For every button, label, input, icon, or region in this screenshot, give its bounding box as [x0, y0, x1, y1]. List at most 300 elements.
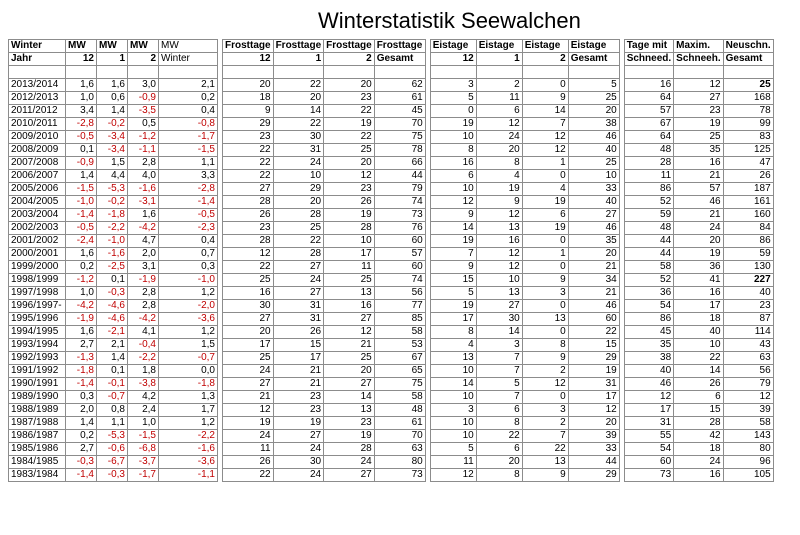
cell-eis-1: 8	[476, 156, 522, 169]
cell-tage-mit: 58	[624, 260, 673, 273]
cell-eis-1: 7	[476, 364, 522, 377]
cell-frost-1: 31	[273, 312, 324, 325]
cell-neuschnee: 78	[723, 104, 773, 117]
cell-frost-1: 22	[273, 78, 324, 91]
cell-winter: 1987/1988	[9, 416, 66, 429]
cell-eis-gesamt: 44	[568, 455, 619, 468]
cell-mw-winter: -1,6	[159, 442, 218, 455]
cell-eis-2: 0	[522, 234, 568, 247]
cell-maxim: 14	[674, 364, 723, 377]
cell-mw-2: -3,5	[128, 104, 159, 117]
cell-eis-gesamt: 5	[568, 78, 619, 91]
cell-eis-2: 12	[522, 377, 568, 390]
cell-maxim: 18	[674, 312, 723, 325]
header-cell-maxim: Maxim.	[674, 40, 723, 53]
cell-eis-12: 7	[430, 247, 476, 260]
table-row	[9, 429, 774, 442]
cell-eis-12: 17	[430, 312, 476, 325]
cell-mw-12: 0,3	[66, 390, 97, 403]
cell-winter: 2010/2011	[9, 117, 66, 130]
cell-neuschnee: 87	[723, 312, 773, 325]
cell-mw-winter: 1,5	[159, 338, 218, 351]
cell-winter: 2007/2008	[9, 156, 66, 169]
cell-frost-2: 23	[324, 91, 375, 104]
cell-mw-2: -4,2	[128, 221, 159, 234]
cell-winter: 1990/1991	[9, 377, 66, 390]
cell-mw-12: 0,1	[66, 143, 97, 156]
cell-eis-gesamt: 29	[568, 351, 619, 364]
cell-mw-winter: 0,7	[159, 247, 218, 260]
header-cell-eis-gesamt: Eistage	[568, 40, 619, 53]
cell-frost-1: 14	[273, 104, 324, 117]
header-cell-maxim: Schneeh.	[674, 53, 723, 66]
cell-mw-winter: -3,6	[159, 455, 218, 468]
cell-tage-mit: 48	[624, 221, 673, 234]
cell-mw-1: -0,6	[97, 442, 128, 455]
cell-eis-1: 24	[476, 130, 522, 143]
table-row	[9, 377, 774, 390]
cell-frost-2: 16	[324, 299, 375, 312]
cell-frost-2: 25	[324, 273, 375, 286]
cell-mw-2: 4,7	[128, 234, 159, 247]
cell-mw-2: 2,0	[128, 247, 159, 260]
cell-frost-1: 31	[273, 143, 324, 156]
cell-eis-2: 22	[522, 442, 568, 455]
header-cell-tage-mit: Tage mit	[624, 40, 673, 53]
cell-eis-12: 11	[430, 455, 476, 468]
cell-tage-mit: 67	[624, 117, 673, 130]
cell-eis-12: 10	[430, 416, 476, 429]
cell-mw-12: -1,0	[66, 195, 97, 208]
cell-frost-gesamt: 70	[374, 429, 425, 442]
header-cell-frost-2: 2	[324, 53, 375, 66]
cell-mw-winter: -2,8	[159, 182, 218, 195]
cell-frost-1: 30	[273, 130, 324, 143]
cell-mw-1: -5,3	[97, 429, 128, 442]
cell-mw-winter: 1,3	[159, 390, 218, 403]
cell-eis-2: 13	[522, 455, 568, 468]
header-cell-eis-1: 1	[476, 53, 522, 66]
cell-mw-2: -1,6	[128, 182, 159, 195]
cell-frost-2: 13	[324, 286, 375, 299]
cell-tage-mit: 54	[624, 299, 673, 312]
cell-mw-1: -0,3	[97, 468, 128, 481]
cell-maxim: 22	[674, 351, 723, 364]
cell-winter: 2003/2004	[9, 208, 66, 221]
cell-neuschnee: 99	[723, 117, 773, 130]
cell-mw-12: 2,0	[66, 403, 97, 416]
cell-neuschnee: 105	[723, 468, 773, 481]
cell-frost-12: 16	[223, 286, 274, 299]
cell-mw-1: 0,8	[97, 403, 128, 416]
cell-mw-1: -3,4	[97, 143, 128, 156]
cell-mw-1: -0,3	[97, 286, 128, 299]
spacer-cell	[128, 66, 159, 79]
cell-neuschnee: 12	[723, 390, 773, 403]
cell-neuschnee: 56	[723, 364, 773, 377]
cell-eis-1: 13	[476, 221, 522, 234]
cell-frost-gesamt: 70	[374, 117, 425, 130]
header-cell-mw-winter: Winter	[159, 53, 218, 66]
header-cell-frost-1: Frosttage	[273, 40, 324, 53]
cell-frost-12: 12	[223, 403, 274, 416]
cell-eis-2: 4	[522, 182, 568, 195]
cell-mw-12: 3,4	[66, 104, 97, 117]
cell-winter: 1983/1984	[9, 468, 66, 481]
cell-tage-mit: 12	[624, 390, 673, 403]
cell-eis-gesamt: 40	[568, 143, 619, 156]
cell-mw-2: 3,1	[128, 260, 159, 273]
cell-eis-1: 30	[476, 312, 522, 325]
table-row	[9, 273, 774, 286]
cell-tage-mit: 17	[624, 403, 673, 416]
cell-eis-gesamt: 21	[568, 260, 619, 273]
cell-mw-2: 1,0	[128, 416, 159, 429]
cell-mw-2: -1,5	[128, 429, 159, 442]
cell-mw-2: 2,8	[128, 286, 159, 299]
cell-frost-12: 18	[223, 91, 274, 104]
cell-frost-12: 26	[223, 208, 274, 221]
cell-tage-mit: 73	[624, 468, 673, 481]
cell-frost-12: 23	[223, 130, 274, 143]
header-cell-winter: Winter	[9, 40, 66, 53]
cell-frost-1: 21	[273, 364, 324, 377]
cell-eis-gesamt: 46	[568, 130, 619, 143]
cell-winter: 2002/2003	[9, 221, 66, 234]
cell-frost-1: 24	[273, 468, 324, 481]
cell-winter: 1997/1998	[9, 286, 66, 299]
table-row	[9, 117, 774, 130]
cell-eis-2: 13	[522, 312, 568, 325]
cell-frost-gesamt: 58	[374, 390, 425, 403]
cell-eis-1: 8	[476, 468, 522, 481]
cell-frost-12: 11	[223, 442, 274, 455]
cell-frost-2: 21	[324, 338, 375, 351]
cell-eis-12: 10	[430, 364, 476, 377]
cell-mw-2: -1,2	[128, 130, 159, 143]
table-row	[9, 156, 774, 169]
cell-mw-12: -1,4	[66, 377, 97, 390]
cell-tage-mit: 52	[624, 195, 673, 208]
cell-eis-gesamt: 31	[568, 377, 619, 390]
cell-maxim: 28	[674, 416, 723, 429]
cell-maxim: 57	[674, 182, 723, 195]
spacer-cell	[273, 66, 324, 79]
cell-mw-1: -1,0	[97, 234, 128, 247]
cell-frost-2: 27	[324, 468, 375, 481]
cell-mw-12: 1,4	[66, 169, 97, 182]
cell-neuschnee: 168	[723, 91, 773, 104]
cell-frost-12: 23	[223, 221, 274, 234]
cell-eis-1: 22	[476, 429, 522, 442]
cell-maxim: 12	[674, 78, 723, 91]
cell-frost-1: 24	[273, 442, 324, 455]
cell-frost-2: 23	[324, 416, 375, 429]
cell-maxim: 41	[674, 273, 723, 286]
cell-mw-1: -0,2	[97, 195, 128, 208]
cell-eis-gesamt: 35	[568, 234, 619, 247]
cell-mw-12: -1,9	[66, 312, 97, 325]
cell-mw-winter: -1,8	[159, 377, 218, 390]
cell-tage-mit: 57	[624, 104, 673, 117]
table-row	[9, 312, 774, 325]
cell-eis-1: 7	[476, 351, 522, 364]
cell-eis-gesamt: 17	[568, 390, 619, 403]
table-row	[9, 299, 774, 312]
cell-neuschnee: 187	[723, 182, 773, 195]
cell-eis-12: 8	[430, 143, 476, 156]
cell-eis-1: 7	[476, 390, 522, 403]
cell-eis-2: 0	[522, 325, 568, 338]
cell-frost-gesamt: 77	[374, 299, 425, 312]
cell-mw-2: -1,9	[128, 273, 159, 286]
cell-frost-12: 19	[223, 416, 274, 429]
cell-tage-mit: 44	[624, 234, 673, 247]
cell-mw-winter: -2,2	[159, 429, 218, 442]
cell-frost-1: 27	[273, 429, 324, 442]
cell-frost-1: 22	[273, 234, 324, 247]
cell-frost-gesamt: 44	[374, 169, 425, 182]
spacer-row	[9, 66, 774, 79]
cell-mw-1: 0,1	[97, 273, 128, 286]
cell-frost-1: 15	[273, 338, 324, 351]
table-row	[9, 468, 774, 481]
cell-maxim: 40	[674, 325, 723, 338]
cell-mw-winter: -0,8	[159, 117, 218, 130]
cell-tage-mit: 52	[624, 273, 673, 286]
cell-eis-gesamt: 46	[568, 221, 619, 234]
spacer-cell	[723, 66, 773, 79]
spacer-cell	[66, 66, 97, 79]
cell-eis-2: 9	[522, 273, 568, 286]
cell-mw-2: 3,0	[128, 78, 159, 91]
cell-neuschnee: 227	[723, 273, 773, 286]
cell-tage-mit: 64	[624, 91, 673, 104]
cell-mw-2: 1,6	[128, 208, 159, 221]
cell-mw-2: -0,4	[128, 338, 159, 351]
cell-maxim: 46	[674, 195, 723, 208]
table-row	[9, 286, 774, 299]
cell-mw-12: 1,0	[66, 286, 97, 299]
cell-mw-1: 0,1	[97, 364, 128, 377]
cell-tage-mit: 60	[624, 455, 673, 468]
cell-mw-12: 2,7	[66, 338, 97, 351]
cell-mw-2: -3,7	[128, 455, 159, 468]
cell-eis-1: 20	[476, 455, 522, 468]
cell-mw-2: -6,8	[128, 442, 159, 455]
cell-maxim: 24	[674, 455, 723, 468]
cell-frost-1: 20	[273, 195, 324, 208]
cell-frost-2: 13	[324, 403, 375, 416]
cell-neuschnee: 79	[723, 377, 773, 390]
cell-maxim: 20	[674, 234, 723, 247]
cell-frost-2: 19	[324, 117, 375, 130]
cell-frost-1: 27	[273, 260, 324, 273]
cell-frost-1: 21	[273, 377, 324, 390]
cell-eis-gesamt: 10	[568, 169, 619, 182]
cell-mw-1: -4,6	[97, 312, 128, 325]
cell-tage-mit: 55	[624, 429, 673, 442]
cell-eis-1: 4	[476, 169, 522, 182]
cell-frost-2: 20	[324, 78, 375, 91]
cell-eis-12: 9	[430, 208, 476, 221]
cell-mw-1: -2,2	[97, 221, 128, 234]
cell-mw-winter: 1,2	[159, 325, 218, 338]
cell-eis-2: 14	[522, 104, 568, 117]
cell-eis-1: 12	[476, 117, 522, 130]
cell-tage-mit: 54	[624, 442, 673, 455]
cell-winter: 1986/1987	[9, 429, 66, 442]
spacer-cell	[674, 66, 723, 79]
cell-maxim: 25	[674, 130, 723, 143]
cell-frost-gesamt: 58	[374, 325, 425, 338]
cell-eis-1: 13	[476, 286, 522, 299]
table-row	[9, 234, 774, 247]
cell-mw-2: 4,1	[128, 325, 159, 338]
cell-eis-gesamt: 34	[568, 273, 619, 286]
cell-eis-12: 10	[430, 130, 476, 143]
header-cell-mw-1: 1	[97, 53, 128, 66]
cell-winter: 2004/2005	[9, 195, 66, 208]
cell-frost-gesamt: 78	[374, 143, 425, 156]
title-bar	[0, 8, 800, 38]
cell-tage-mit: 35	[624, 338, 673, 351]
cell-winter: 2001/2002	[9, 234, 66, 247]
cell-mw-winter: 0,3	[159, 260, 218, 273]
cell-eis-12: 14	[430, 221, 476, 234]
cell-mw-1: -6,7	[97, 455, 128, 468]
cell-neuschnee: 26	[723, 169, 773, 182]
cell-frost-12: 12	[223, 247, 274, 260]
cell-mw-2: 4,2	[128, 390, 159, 403]
cell-frost-gesamt: 57	[374, 247, 425, 260]
cell-winter: 1998/1999	[9, 273, 66, 286]
cell-eis-gesamt: 27	[568, 208, 619, 221]
cell-mw-winter: 1,1	[159, 156, 218, 169]
cell-mw-2: 1,8	[128, 364, 159, 377]
cell-eis-12: 10	[430, 429, 476, 442]
cell-mw-winter: 0,4	[159, 104, 218, 117]
cell-frost-12: 21	[223, 390, 274, 403]
cell-eis-1: 2	[476, 78, 522, 91]
cell-frost-gesamt: 80	[374, 455, 425, 468]
spacer-cell	[624, 66, 673, 79]
cell-neuschnee: 80	[723, 442, 773, 455]
header-cell-frost-gesamt: Frosttage	[374, 40, 425, 53]
cell-mw-12: 1,6	[66, 247, 97, 260]
header-row	[9, 40, 774, 53]
cell-eis-1: 16	[476, 234, 522, 247]
cell-winter: 2012/2013	[9, 91, 66, 104]
cell-frost-2: 25	[324, 143, 375, 156]
cell-mw-2: -2,2	[128, 351, 159, 364]
cell-mw-1: 1,4	[97, 351, 128, 364]
cell-tage-mit: 48	[624, 143, 673, 156]
cell-eis-1: 12	[476, 208, 522, 221]
table-row	[9, 247, 774, 260]
cell-eis-gesamt: 60	[568, 312, 619, 325]
spacer-cell	[223, 66, 274, 79]
table-row	[9, 403, 774, 416]
cell-frost-gesamt: 66	[374, 156, 425, 169]
cell-eis-2: 3	[522, 286, 568, 299]
cell-neuschnee: 43	[723, 338, 773, 351]
cell-eis-2: 9	[522, 91, 568, 104]
cell-winter: 2005/2006	[9, 182, 66, 195]
cell-maxim: 36	[674, 260, 723, 273]
cell-eis-2: 7	[522, 429, 568, 442]
cell-winter: 2008/2009	[9, 143, 66, 156]
cell-eis-2: 9	[522, 351, 568, 364]
cell-maxim: 24	[674, 221, 723, 234]
table-row	[9, 78, 774, 91]
cell-winter: 2009/2010	[9, 130, 66, 143]
cell-winter: 1989/1990	[9, 390, 66, 403]
cell-eis-12: 6	[430, 169, 476, 182]
cell-winter: 1993/1994	[9, 338, 66, 351]
cell-winter: 2006/2007	[9, 169, 66, 182]
table-row	[9, 351, 774, 364]
cell-frost-2: 27	[324, 312, 375, 325]
cell-mw-12: -2,8	[66, 117, 97, 130]
cell-mw-winter: -0,7	[159, 351, 218, 364]
cell-winter: 1999/2000	[9, 260, 66, 273]
cell-eis-1: 10	[476, 273, 522, 286]
cell-frost-1: 28	[273, 208, 324, 221]
cell-mw-12: 1,6	[66, 78, 97, 91]
cell-eis-2: 9	[522, 468, 568, 481]
cell-eis-2: 7	[522, 117, 568, 130]
cell-eis-1: 14	[476, 325, 522, 338]
cell-eis-12: 19	[430, 234, 476, 247]
cell-tage-mit: 31	[624, 416, 673, 429]
cell-eis-12: 12	[430, 468, 476, 481]
header-cell-mw-2: 2	[128, 53, 159, 66]
cell-eis-12: 16	[430, 156, 476, 169]
cell-frost-2: 26	[324, 195, 375, 208]
cell-frost-1: 17	[273, 351, 324, 364]
cell-frost-1: 20	[273, 91, 324, 104]
cell-frost-1: 24	[273, 273, 324, 286]
cell-frost-1: 19	[273, 416, 324, 429]
cell-frost-12: 9	[223, 104, 274, 117]
cell-eis-1: 3	[476, 338, 522, 351]
table-row	[9, 364, 774, 377]
cell-maxim: 6	[674, 390, 723, 403]
cell-frost-gesamt: 61	[374, 91, 425, 104]
cell-mw-2: -0,9	[128, 91, 159, 104]
cell-frost-1: 23	[273, 403, 324, 416]
cell-mw-2: -3,8	[128, 377, 159, 390]
cell-eis-gesamt: 21	[568, 286, 619, 299]
cell-eis-1: 6	[476, 403, 522, 416]
cell-eis-2: 0	[522, 169, 568, 182]
cell-mw-winter: 3,3	[159, 169, 218, 182]
cell-neuschnee: 96	[723, 455, 773, 468]
cell-winter: 2011/2012	[9, 104, 66, 117]
cell-frost-1: 23	[273, 390, 324, 403]
cell-maxim: 16	[674, 286, 723, 299]
cell-eis-1: 12	[476, 260, 522, 273]
cell-eis-gesamt: 33	[568, 182, 619, 195]
cell-mw-12: 2,7	[66, 442, 97, 455]
cell-eis-gesamt: 33	[568, 442, 619, 455]
cell-mw-winter: 2,1	[159, 78, 218, 91]
spacer-cell	[430, 66, 476, 79]
cell-eis-2: 2	[522, 364, 568, 377]
cell-tage-mit: 40	[624, 364, 673, 377]
cell-frost-gesamt: 67	[374, 351, 425, 364]
